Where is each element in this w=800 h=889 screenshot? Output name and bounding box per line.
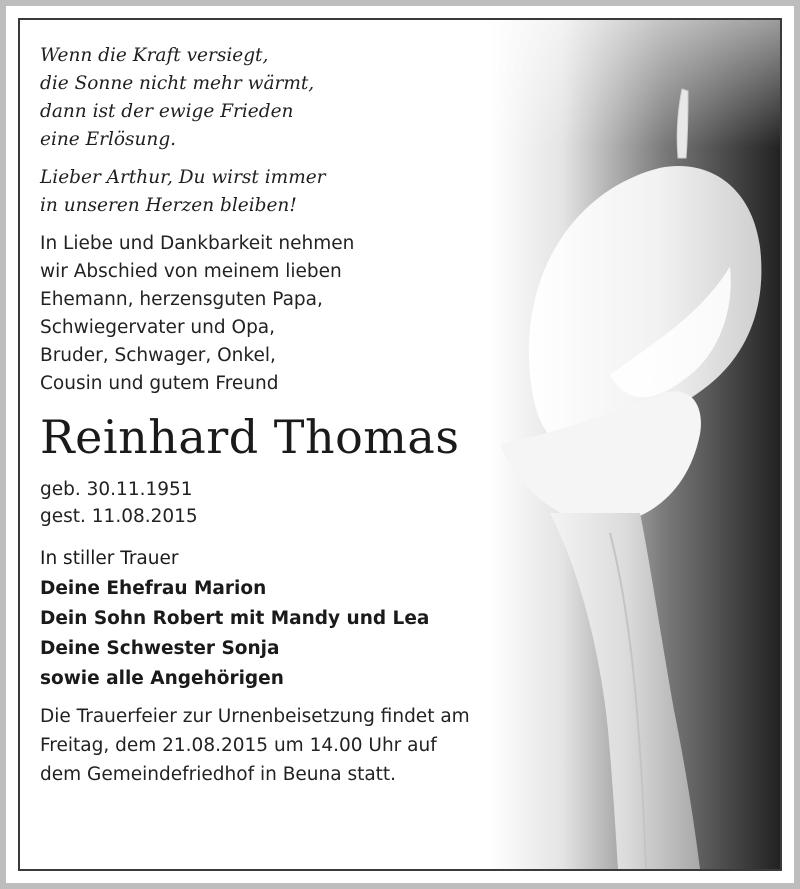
birth-date: geb. 30.11.1951 bbox=[40, 479, 193, 500]
intro-line: Schwiegervater und Opa, bbox=[40, 317, 276, 338]
life-dates bbox=[40, 476, 540, 530]
verse-line: Wenn die Kraft versiegt, bbox=[40, 45, 269, 66]
intro-line: Bruder, Schwager, Onkel, bbox=[40, 345, 276, 366]
intro-line: Cousin und gutem Freund bbox=[40, 373, 279, 394]
funeral-notice bbox=[40, 702, 560, 789]
mourner-line: Dein Sohn Robert mit Mandy und Lea bbox=[40, 608, 430, 629]
mourner-line: sowie alle Angehörigen bbox=[40, 668, 284, 689]
intro-line: In Liebe und Dankbarkeit nehmen bbox=[40, 233, 355, 254]
mourners-heading: In stiller Trauer bbox=[40, 548, 179, 569]
funeral-line: Freitag, dem 21.08.2015 um 14.00 Uhr auf bbox=[40, 735, 437, 756]
poem-verse bbox=[40, 42, 540, 154]
obituary-card bbox=[18, 18, 782, 871]
verse-line: dann ist der ewige Frieden bbox=[40, 101, 294, 122]
dedication-line: in unseren Herzen bleiben! bbox=[40, 195, 297, 216]
obituary-text bbox=[40, 42, 540, 789]
dedication-line: Lieber Arthur, Du wirst immer bbox=[40, 167, 326, 188]
mourner-line: Deine Schwester Sonja bbox=[40, 638, 280, 659]
verse-line: eine Erlösung. bbox=[40, 129, 177, 150]
deceased-name: Reinhard Thomas bbox=[40, 410, 460, 464]
farewell-intro bbox=[40, 230, 540, 398]
dedication bbox=[40, 164, 540, 220]
death-date: gest. 11.08.2015 bbox=[40, 506, 198, 527]
funeral-line: dem Gemeindefriedhof in Beuna statt. bbox=[40, 764, 397, 785]
mourners-list bbox=[40, 544, 540, 694]
funeral-line: Die Trauerfeier zur Urnenbeisetzung findet am bbox=[40, 706, 470, 727]
verse-line: die Sonne nicht mehr wärmt, bbox=[40, 73, 315, 94]
intro-line: wir Abschied von meinem lieben bbox=[40, 261, 342, 282]
mourner-line: Deine Ehefrau Marion bbox=[40, 578, 267, 599]
intro-line: Ehemann, herzensguten Papa, bbox=[40, 289, 323, 310]
